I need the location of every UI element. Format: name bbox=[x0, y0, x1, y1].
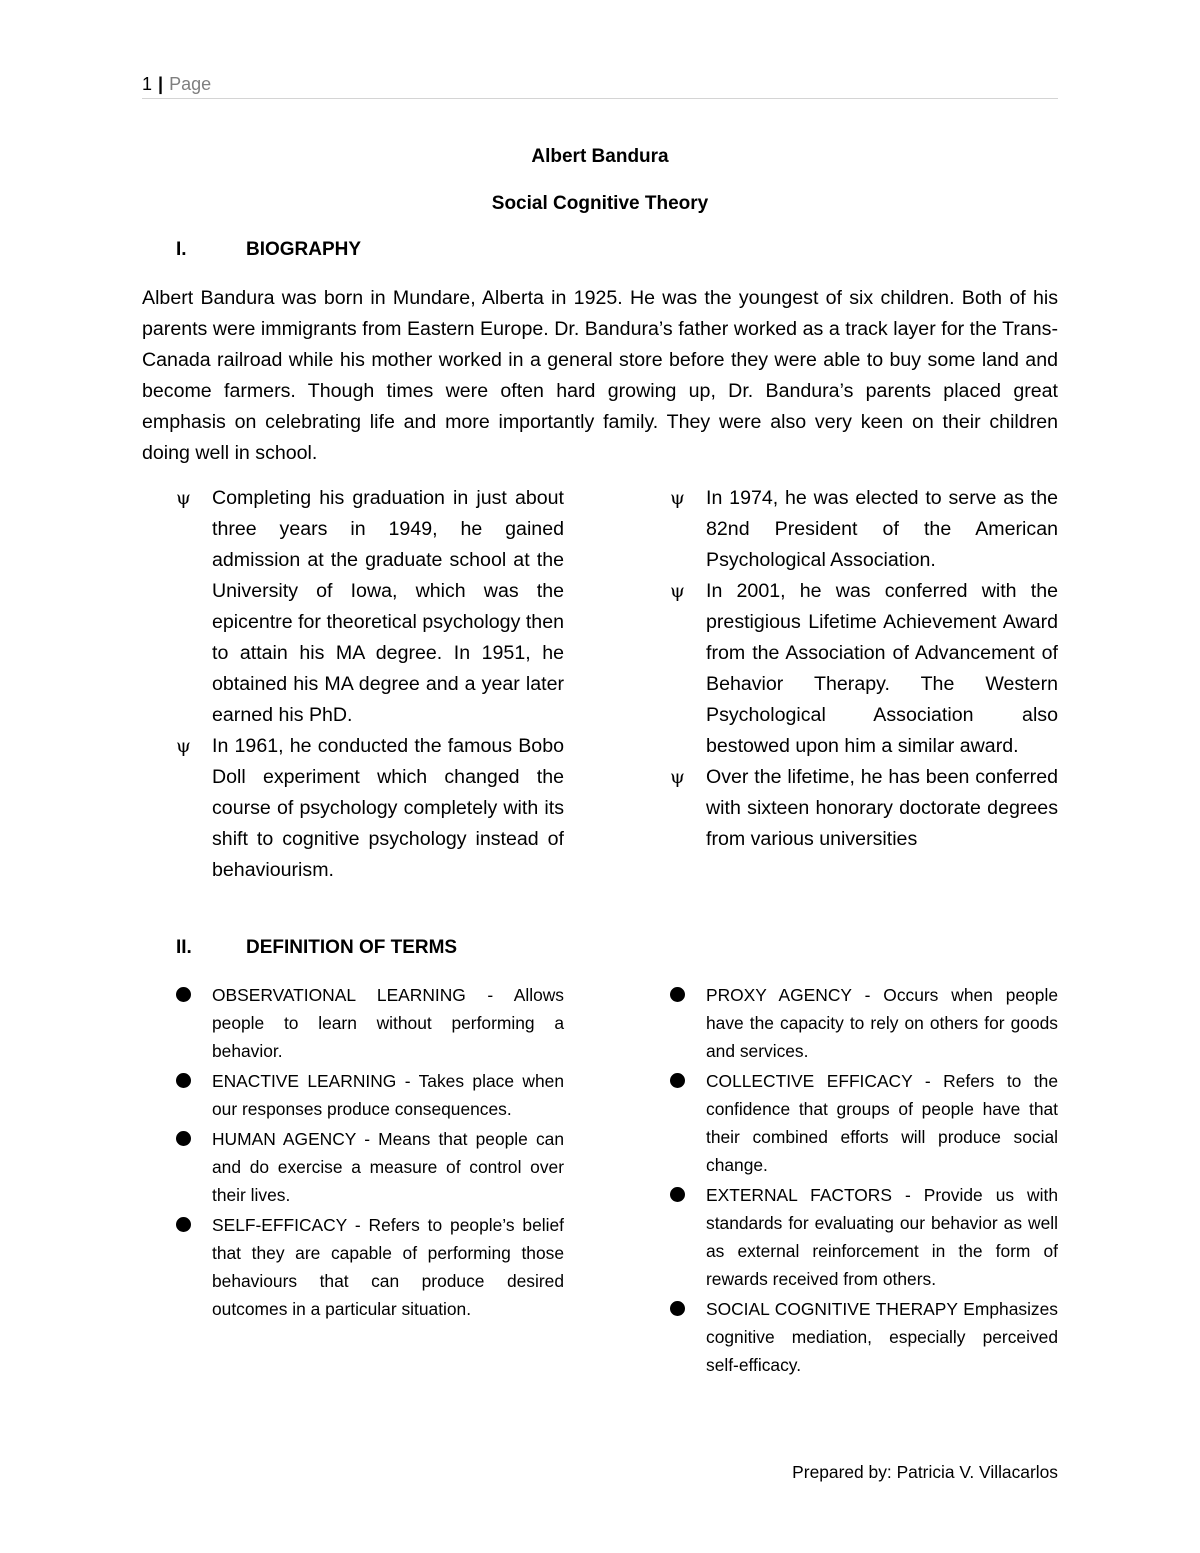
psi-bullet-icon: ψ bbox=[670, 766, 685, 788]
bullet-dot-icon bbox=[176, 1217, 191, 1232]
term-text: ENACTIVE LEARNING - Takes place when our responses produce consequences. bbox=[212, 1071, 564, 1119]
biography-list-right bbox=[670, 483, 1058, 855]
term-item bbox=[176, 1125, 564, 1209]
document-subtitle: Social Cognitive Theory bbox=[491, 193, 709, 214]
psi-bullet-icon: ψ bbox=[670, 487, 685, 509]
list-item-text: Over the lifetime, he has been conferred with sixteen honorary doctorate degrees from various universities bbox=[706, 766, 1058, 850]
psi-bullet-icon: ψ bbox=[176, 735, 191, 757]
page-header bbox=[142, 72, 1058, 99]
biography-list-item bbox=[670, 483, 1058, 576]
bullet-dot-icon bbox=[670, 987, 685, 1002]
term-item bbox=[670, 1295, 1058, 1379]
bullet-dot-icon bbox=[176, 1073, 191, 1088]
term-text: EXTERNAL FACTORS - Provide us with standards for evaluating our behavior as well as external reinforcement in the form of rewards received from others. bbox=[706, 1185, 1058, 1289]
biography-list-item bbox=[670, 576, 1058, 762]
term-text: SOCIAL COGNITIVE THERAPY Emphasizes cognitive mediation, especially perceived self-efficacy. bbox=[706, 1299, 1058, 1375]
biography-list-item bbox=[176, 731, 564, 886]
biography-list-item bbox=[670, 762, 1058, 855]
list-item-text: In 1961, he conducted the famous Bobo Doll experiment which changed the course of psychology completely with its shift to cognitive psychology instead of behaviourism. bbox=[212, 735, 564, 881]
term-item bbox=[176, 1067, 564, 1123]
term-item bbox=[670, 981, 1058, 1065]
header-separator: | bbox=[158, 74, 164, 94]
psi-bullet-icon: ψ bbox=[176, 487, 191, 509]
section-heading-definitions bbox=[176, 936, 457, 960]
biography-list-item bbox=[176, 483, 564, 731]
term-text: PROXY AGENCY - Occurs when people have the capacity to rely on others for goods and services. bbox=[706, 985, 1058, 1061]
list-item-text: In 2001, he was conferred with the prestigious Lifetime Achievement Award from the Association of Advancement of Behavior Therapy. The Western Psychological Association also bestowed upon him a similar award. bbox=[706, 580, 1058, 757]
list-item-text: In 1974, he was elected to serve as the 82nd President of the American Psychological Association. bbox=[706, 487, 1058, 571]
term-text: OBSERVATIONAL LEARNING - Allows people to learn without performing a behavior. bbox=[212, 985, 564, 1061]
term-item bbox=[670, 1067, 1058, 1179]
page-label: Page bbox=[169, 74, 212, 94]
term-item bbox=[176, 981, 564, 1065]
terms-list-left bbox=[176, 981, 564, 1325]
section-title: DEFINITION OF TERMS bbox=[246, 937, 458, 958]
list-item-text: Completing his graduation in just about three years in 1949, he gained admission at the graduate school at the University of Iowa, which was the epicentre for theoretical psychology then to attain his MA degree. In 1951, he obtained his MA degree and a year later earned his PhD. bbox=[212, 487, 564, 726]
page-footer: Prepared by: Patricia V. Villacarlos bbox=[792, 1462, 1058, 1482]
document-title: Albert Bandura bbox=[531, 146, 669, 167]
term-text: SELF-EFFICACY - Refers to people’s belief that they are capable of performing those behaviours that can produce desired outcomes in a particular situation. bbox=[212, 1215, 564, 1319]
biography-list-left bbox=[176, 483, 564, 886]
section-heading-biography bbox=[176, 238, 361, 262]
bullet-dot-icon bbox=[176, 1131, 191, 1146]
psi-bullet-icon: ψ bbox=[670, 580, 685, 602]
term-item bbox=[176, 1211, 564, 1323]
section-numeral: I. bbox=[176, 239, 187, 260]
bullet-dot-icon bbox=[670, 1073, 685, 1088]
term-text: HUMAN AGENCY - Means that people can and do exercise a measure of control over their lives. bbox=[212, 1129, 564, 1205]
section-numeral: II. bbox=[176, 937, 192, 958]
term-text: COLLECTIVE EFFICACY - Refers to the confidence that groups of people have that their combined efforts will produce social change. bbox=[706, 1071, 1058, 1175]
terms-list-right bbox=[670, 981, 1058, 1381]
bullet-dot-icon bbox=[670, 1301, 685, 1316]
bullet-dot-icon bbox=[176, 987, 191, 1002]
biography-paragraph: Albert Bandura was born in Mundare, Alberta in 1925. He was the youngest of six children. Both of his parents were immigrants from Eastern Europe. Dr. Bandura’s father worked as a track layer for the Trans-Canada railroad while his mother worked in a general store before they were able to buy some land and become farmers. Though times were often hard growing up, Dr. Bandura’s parents placed great emphasis on celebrating life and more importantly family. They were also very keen on their children doing well in school. bbox=[142, 287, 1058, 464]
page-number: 1 bbox=[142, 74, 153, 94]
term-item bbox=[670, 1181, 1058, 1293]
section-title: BIOGRAPHY bbox=[246, 239, 362, 260]
bullet-dot-icon bbox=[670, 1187, 685, 1202]
